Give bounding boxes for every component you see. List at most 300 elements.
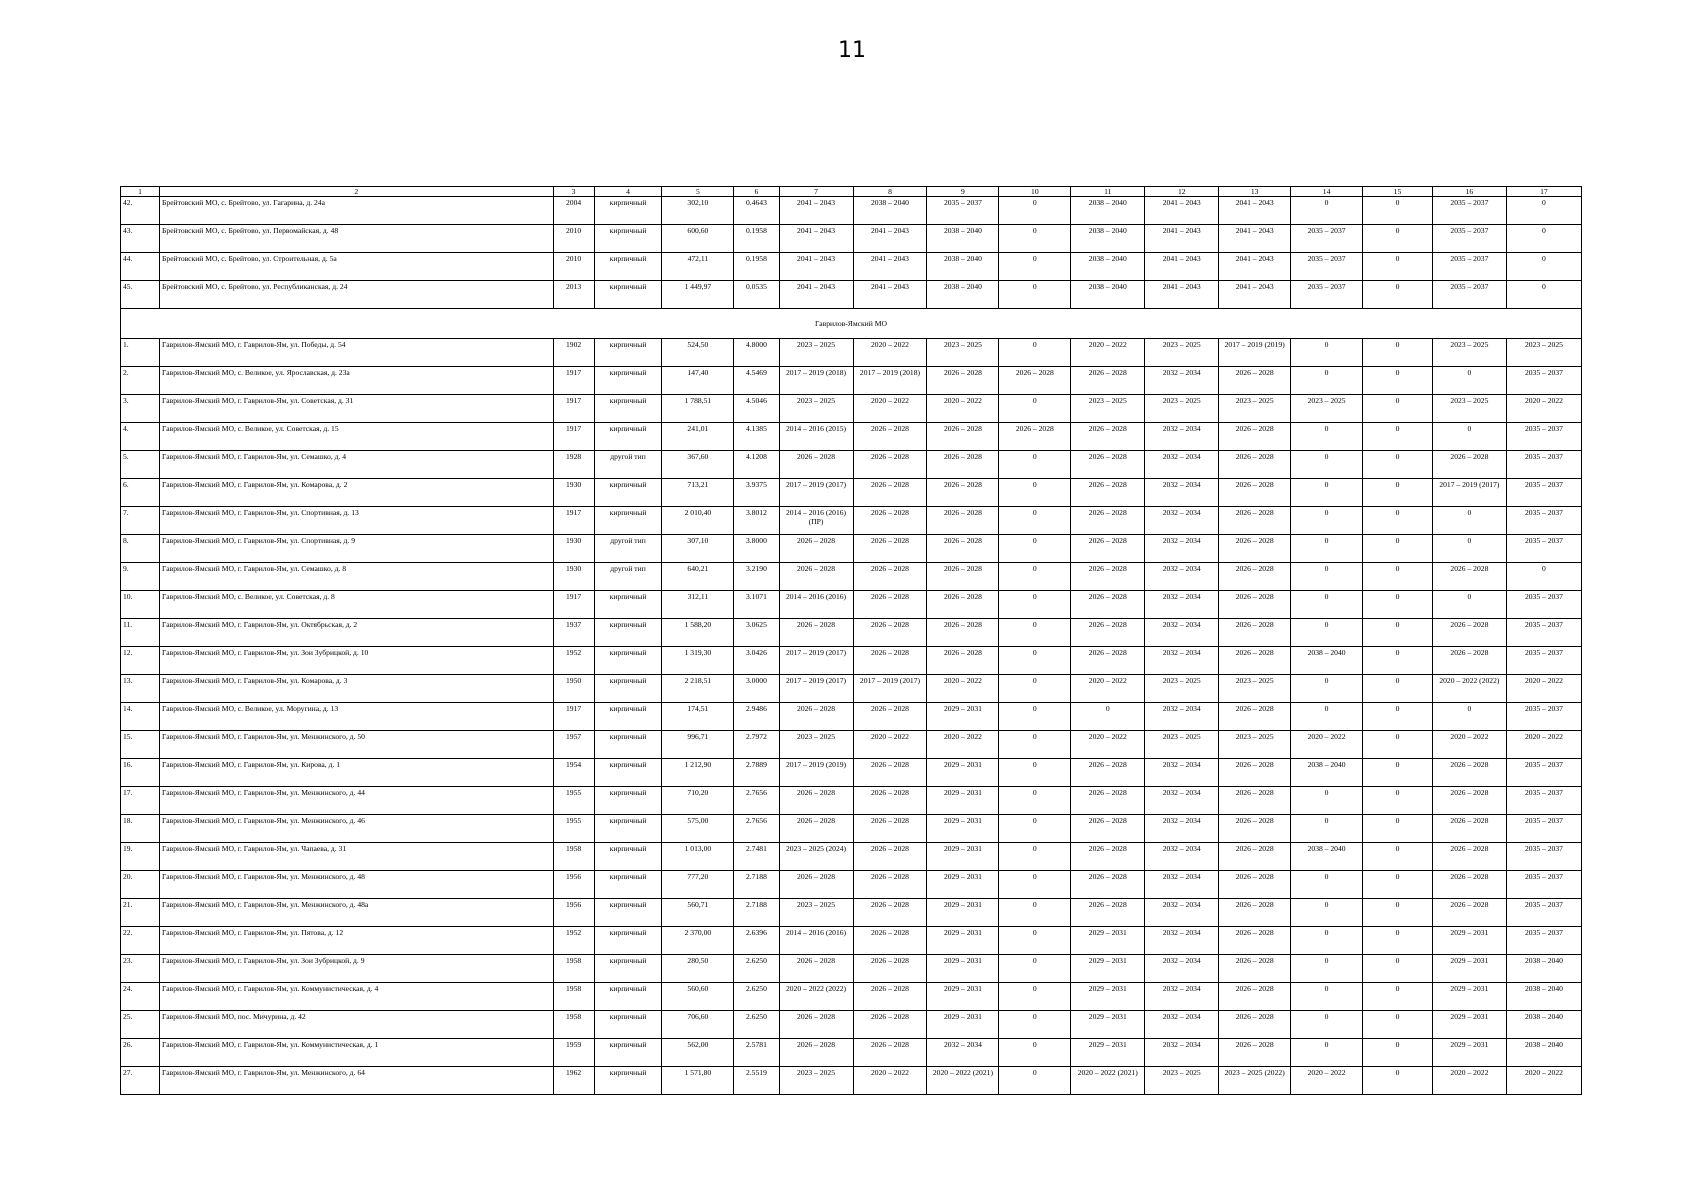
table-cell-col-4: кирпичный <box>594 899 662 927</box>
table-cell-col-7: 2026 – 2028 <box>779 787 853 815</box>
table-cell-col-2: Брейтовский МО, с. Брейтово, ул. Республиканская, д. 24 <box>160 281 554 309</box>
table-cell-col-15: 0 <box>1363 703 1433 731</box>
table-cell-col-13: 2026 – 2028 <box>1219 619 1291 647</box>
table-cell-col-10: 0 <box>999 871 1071 899</box>
table-cell-col-6: 6 <box>734 187 779 197</box>
table-cell-col-6: 0.1958 <box>734 253 779 281</box>
table-cell-col-10: 0 <box>999 955 1071 983</box>
table-cell-col-5: 174,51 <box>662 703 734 731</box>
table-cell-col-4: кирпичный <box>594 843 662 871</box>
table-cell-col-1: 1. <box>121 339 160 367</box>
table-cell-col-4: кирпичный <box>594 815 662 843</box>
table-cell-col-12: 2032 – 2034 <box>1145 703 1219 731</box>
table-cell-col-9: 2029 – 2031 <box>927 815 999 843</box>
table-cell-col-13: 2026 – 2028 <box>1219 423 1291 451</box>
table-cell-col-15: 0 <box>1363 225 1433 253</box>
table-cell-col-12: 2032 – 2034 <box>1145 619 1219 647</box>
table-cell-col-8: 8 <box>853 187 927 197</box>
table-row <box>121 871 1582 899</box>
table-cell-col-11: 2029 – 2031 <box>1071 927 1145 955</box>
table-cell-col-1: 20. <box>121 871 160 899</box>
table-cell-col-13: 2026 – 2028 <box>1219 703 1291 731</box>
table-cell-col-11: 2026 – 2028 <box>1071 591 1145 619</box>
table-cell-col-15: 0 <box>1363 563 1433 591</box>
table-cell-col-7: 2017 – 2019 (2019) <box>779 759 853 787</box>
table-cell-col-8: 2026 – 2028 <box>853 1039 927 1067</box>
table-cell-col-3: 1955 <box>553 815 594 843</box>
table-cell-col-9: 2023 – 2025 <box>927 339 999 367</box>
table-cell-col-11: 2029 – 2031 <box>1071 1039 1145 1067</box>
table-cell-col-6: 2.6250 <box>734 983 779 1011</box>
table-cell-col-4: кирпичный <box>594 619 662 647</box>
table-cell-col-5: 2 218,51 <box>662 675 734 703</box>
table-cell-col-7: 7 <box>779 187 853 197</box>
table-cell-col-17: 2035 – 2037 <box>1506 815 1581 843</box>
table-cell-col-8: 2026 – 2028 <box>853 507 927 535</box>
table-cell-col-15: 0 <box>1363 647 1433 675</box>
table-cell-col-5: 2 010,40 <box>662 507 734 535</box>
table-cell-col-1: 27. <box>121 1067 160 1095</box>
table-cell-col-10: 0 <box>999 899 1071 927</box>
table-cell-col-1: 17. <box>121 787 160 815</box>
table-cell-col-9: 2029 – 2031 <box>927 759 999 787</box>
table-cell-col-13: 2026 – 2028 <box>1219 899 1291 927</box>
table-cell-col-14: 2035 – 2037 <box>1291 281 1363 309</box>
table-cell-col-3: 1917 <box>553 507 594 535</box>
table-row <box>121 983 1582 1011</box>
page-number: 11 <box>838 38 866 63</box>
table-cell-col-13: 2026 – 2028 <box>1219 563 1291 591</box>
table-cell-col-16: 2026 – 2028 <box>1432 815 1506 843</box>
table-cell-col-11: 2026 – 2028 <box>1071 871 1145 899</box>
table-cell-col-13: 2026 – 2028 <box>1219 815 1291 843</box>
table-cell-col-16: 2026 – 2028 <box>1432 843 1506 871</box>
table-cell-col-10: 0 <box>999 253 1071 281</box>
table-cell-col-3: 2010 <box>553 225 594 253</box>
table-cell-col-2: Гаврилов-Ямский МО, г. Гаврилов-Ям, ул. Семашко, д. 4 <box>160 451 554 479</box>
table-cell-col-5: 302,10 <box>662 197 734 225</box>
table-cell-col-12: 2032 – 2034 <box>1145 563 1219 591</box>
table-cell-col-10: 0 <box>999 225 1071 253</box>
table-cell-col-4: кирпичный <box>594 1039 662 1067</box>
table-cell-col-9: 2038 – 2040 <box>927 253 999 281</box>
table-cell-col-13: 2026 – 2028 <box>1219 1039 1291 1067</box>
table-cell-col-6: 2.7188 <box>734 871 779 899</box>
table-cell-col-17: 2038 – 2040 <box>1506 1039 1581 1067</box>
table-cell-col-11: 2026 – 2028 <box>1071 619 1145 647</box>
table-cell-col-7: 2041 – 2043 <box>779 253 853 281</box>
table-cell-col-1: 8. <box>121 535 160 563</box>
table-cell-col-7: 2026 – 2028 <box>779 451 853 479</box>
table-cell-col-7: 2017 – 2019 (2017) <box>779 479 853 507</box>
table-cell-col-1: 19. <box>121 843 160 871</box>
table-cell-col-12: 2032 – 2034 <box>1145 451 1219 479</box>
table-cell-col-9: 2026 – 2028 <box>927 591 999 619</box>
table-cell-col-9: 2026 – 2028 <box>927 563 999 591</box>
table-cell-col-3: 1958 <box>553 983 594 1011</box>
table-cell-col-9: 2035 – 2037 <box>927 197 999 225</box>
table-cell-col-5: 1 013,00 <box>662 843 734 871</box>
table-cell-col-17: 0 <box>1506 253 1581 281</box>
table-row <box>121 535 1582 563</box>
table-cell-col-5: 640,21 <box>662 563 734 591</box>
table-cell-col-15: 0 <box>1363 955 1433 983</box>
table-cell-col-15: 0 <box>1363 367 1433 395</box>
table-cell-col-4: кирпичный <box>594 225 662 253</box>
table-cell-col-11: 2038 – 2040 <box>1071 281 1145 309</box>
table-cell-col-1: 12. <box>121 647 160 675</box>
table-cell-col-4: кирпичный <box>594 871 662 899</box>
table-cell-col-17: 2020 – 2022 <box>1506 731 1581 759</box>
table-cell-col-6: 0.4643 <box>734 197 779 225</box>
table-cell-col-1: 16. <box>121 759 160 787</box>
table-cell-col-10: 0 <box>999 927 1071 955</box>
table-cell-col-14: 0 <box>1291 787 1363 815</box>
table-cell-col-17: 0 <box>1506 563 1581 591</box>
table-cell-col-14: 14 <box>1291 187 1363 197</box>
table-cell-col-1: 14. <box>121 703 160 731</box>
table-cell-col-11: 2023 – 2025 <box>1071 395 1145 423</box>
table-cell-col-13: 2026 – 2028 <box>1219 479 1291 507</box>
table-cell-col-11: 2026 – 2028 <box>1071 899 1145 927</box>
table-cell-col-3: 1902 <box>553 339 594 367</box>
table-cell-col-17: 2035 – 2037 <box>1506 451 1581 479</box>
section-header-row <box>121 309 1582 339</box>
table-cell-col-13: 2026 – 2028 <box>1219 871 1291 899</box>
table-cell-col-12: 2032 – 2034 <box>1145 787 1219 815</box>
table-cell-col-6: 4.1208 <box>734 451 779 479</box>
table-cell-col-15: 0 <box>1363 899 1433 927</box>
table-cell-col-16: 0 <box>1432 367 1506 395</box>
table-cell-col-16: 0 <box>1432 591 1506 619</box>
table-row <box>121 339 1582 367</box>
table-cell-col-13: 2041 – 2043 <box>1219 253 1291 281</box>
table-cell-col-14: 0 <box>1291 423 1363 451</box>
table-cell-col-10: 0 <box>999 591 1071 619</box>
table-cell-col-1: 13. <box>121 675 160 703</box>
table-cell-col-12: 2023 – 2025 <box>1145 675 1219 703</box>
table-cell-col-14: 0 <box>1291 871 1363 899</box>
table-cell-col-14: 0 <box>1291 983 1363 1011</box>
table-cell-col-4: кирпичный <box>594 647 662 675</box>
table-row <box>121 899 1582 927</box>
table-cell-col-2: Гаврилов-Ямский МО, г. Гаврилов-Ям, ул. Спортивная, д. 13 <box>160 507 554 535</box>
table-cell-col-13: 2026 – 2028 <box>1219 647 1291 675</box>
table-cell-col-5: 706,60 <box>662 1011 734 1039</box>
table-cell-col-10: 0 <box>999 479 1071 507</box>
table-cell-col-17: 2038 – 2040 <box>1506 983 1581 1011</box>
table-row <box>121 253 1582 281</box>
table-cell-col-4: кирпичный <box>594 395 662 423</box>
table-cell-col-14: 0 <box>1291 563 1363 591</box>
table-cell-col-3: 1962 <box>553 1067 594 1095</box>
table-row <box>121 225 1582 253</box>
table-cell-col-14: 2020 – 2022 <box>1291 1067 1363 1095</box>
table-cell-col-1: 23. <box>121 955 160 983</box>
table-cell-col-2: Брейтовский МО, с. Брейтово, ул. Первомайская, д. 48 <box>160 225 554 253</box>
table-cell-col-5: 312,11 <box>662 591 734 619</box>
table-cell-col-6: 2.7656 <box>734 815 779 843</box>
table-cell-col-8: 2026 – 2028 <box>853 955 927 983</box>
table-row <box>121 591 1582 619</box>
table-cell-col-7: 2017 – 2019 (2017) <box>779 675 853 703</box>
table-cell-col-1: 26. <box>121 1039 160 1067</box>
table-cell-col-15: 0 <box>1363 1067 1433 1095</box>
table-cell-col-14: 0 <box>1291 899 1363 927</box>
section-title: Гаврилов-Ямский МО <box>121 309 1582 339</box>
table-cell-col-1: 21. <box>121 899 160 927</box>
table-row <box>121 647 1582 675</box>
table-cell-col-11: 2026 – 2028 <box>1071 535 1145 563</box>
table-cell-col-8: 2026 – 2028 <box>853 535 927 563</box>
table-cell-col-2: Гаврилов-Ямский МО, г. Гаврилов-Ям, ул. Спортивная, д. 9 <box>160 535 554 563</box>
table-cell-col-9: 2020 – 2022 <box>927 731 999 759</box>
table-cell-col-10: 0 <box>999 339 1071 367</box>
table-cell-col-10: 0 <box>999 619 1071 647</box>
table-cell-col-7: 2020 – 2022 (2022) <box>779 983 853 1011</box>
table-cell-col-12: 2023 – 2025 <box>1145 1067 1219 1095</box>
table-cell-col-10: 0 <box>999 451 1071 479</box>
table-cell-col-7: 2014 – 2016 (2016) (ПР) <box>779 507 853 535</box>
table-cell-col-6: 4.5046 <box>734 395 779 423</box>
table-cell-col-10: 0 <box>999 563 1071 591</box>
table-cell-col-6: 2.7889 <box>734 759 779 787</box>
table-cell-col-1: 24. <box>121 983 160 1011</box>
table-cell-col-10: 0 <box>999 731 1071 759</box>
table-cell-col-4: кирпичный <box>594 703 662 731</box>
table-cell-col-5: 367,60 <box>662 451 734 479</box>
table-cell-col-14: 0 <box>1291 507 1363 535</box>
table-row <box>121 843 1582 871</box>
table-row <box>121 1039 1582 1067</box>
table-cell-col-14: 0 <box>1291 619 1363 647</box>
table-cell-col-14: 0 <box>1291 815 1363 843</box>
table-cell-col-4: 4 <box>594 187 662 197</box>
table-cell-col-5: 5 <box>662 187 734 197</box>
table-cell-col-2: Гаврилов-Ямский МО, г. Гаврилов-Ям, ул. Коммунистическая, д. 1 <box>160 1039 554 1067</box>
table-cell-col-8: 2026 – 2028 <box>853 451 927 479</box>
table-cell-col-8: 2026 – 2028 <box>853 423 927 451</box>
table-cell-col-6: 2.7188 <box>734 899 779 927</box>
table-cell-col-9: 2032 – 2034 <box>927 1039 999 1067</box>
table-cell-col-15: 0 <box>1363 1011 1433 1039</box>
table-cell-col-11: 2020 – 2022 <box>1071 675 1145 703</box>
table-cell-col-3: 2004 <box>553 197 594 225</box>
table-cell-col-16: 2029 – 2031 <box>1432 927 1506 955</box>
table-cell-col-4: кирпичный <box>594 367 662 395</box>
table-cell-col-10: 0 <box>999 197 1071 225</box>
table-cell-col-1: 25. <box>121 1011 160 1039</box>
table-cell-col-2: Гаврилов-Ямский МО, г. Гаврилов-Ям, ул. Комарова, д. 3 <box>160 675 554 703</box>
table-cell-col-14: 2038 – 2040 <box>1291 759 1363 787</box>
table-cell-col-5: 575,00 <box>662 815 734 843</box>
table-cell-col-16: 2020 – 2022 <box>1432 731 1506 759</box>
table-cell-col-7: 2017 – 2019 (2017) <box>779 647 853 675</box>
table-cell-col-4: кирпичный <box>594 479 662 507</box>
table-cell-col-12: 2032 – 2034 <box>1145 899 1219 927</box>
table-cell-col-1: 44. <box>121 253 160 281</box>
table-cell-col-14: 0 <box>1291 703 1363 731</box>
table-cell-col-13: 2023 – 2025 <box>1219 675 1291 703</box>
table-cell-col-1: 10. <box>121 591 160 619</box>
table-row <box>121 1011 1582 1039</box>
table-row <box>121 1067 1582 1095</box>
table-cell-col-16: 2023 – 2025 <box>1432 395 1506 423</box>
table-cell-col-13: 2041 – 2043 <box>1219 281 1291 309</box>
table-cell-col-2: Брейтовский МО, с. Брейтово, ул. Гагарина, д. 24а <box>160 197 554 225</box>
table-cell-col-8: 2026 – 2028 <box>853 1011 927 1039</box>
table-row <box>121 451 1582 479</box>
table-cell-col-4: кирпичный <box>594 253 662 281</box>
table-cell-col-1: 2. <box>121 367 160 395</box>
table-cell-col-4: кирпичный <box>594 197 662 225</box>
table-cell-col-1: 7. <box>121 507 160 535</box>
table-cell-col-17: 2035 – 2037 <box>1506 927 1581 955</box>
table-cell-col-12: 12 <box>1145 187 1219 197</box>
table-cell-col-2: Гаврилов-Ямский МО, г. Гаврилов-Ям, ул. Кирова, д. 1 <box>160 759 554 787</box>
table-cell-col-12: 2023 – 2025 <box>1145 731 1219 759</box>
table-cell-col-7: 2041 – 2043 <box>779 281 853 309</box>
table-cell-col-15: 0 <box>1363 619 1433 647</box>
table-cell-col-8: 2026 – 2028 <box>853 703 927 731</box>
table-cell-col-2: Гаврилов-Ямский МО, г. Гаврилов-Ям, ул. Зои Зубрицкой, д. 9 <box>160 955 554 983</box>
table-cell-col-17: 2023 – 2025 <box>1506 339 1581 367</box>
table-cell-col-6: 4.5469 <box>734 367 779 395</box>
table-cell-col-15: 0 <box>1363 1039 1433 1067</box>
table-cell-col-11: 0 <box>1071 703 1145 731</box>
table-cell-col-4: кирпичный <box>594 675 662 703</box>
table-cell-col-11: 2029 – 2031 <box>1071 983 1145 1011</box>
table-cell-col-9: 2038 – 2040 <box>927 281 999 309</box>
table-cell-col-13: 2026 – 2028 <box>1219 535 1291 563</box>
table-cell-col-12: 2032 – 2034 <box>1145 423 1219 451</box>
table-cell-col-9: 2029 – 2031 <box>927 955 999 983</box>
table-cell-col-1: 3. <box>121 395 160 423</box>
table-cell-col-5: 777,20 <box>662 871 734 899</box>
table-cell-col-2: Гаврилов-Ямский МО, г. Гаврилов-Ям, ул. Семашко, д. 8 <box>160 563 554 591</box>
table-cell-col-9: 2029 – 2031 <box>927 787 999 815</box>
table-cell-col-7: 2014 – 2016 (2016) <box>779 927 853 955</box>
table-cell-col-17: 2035 – 2037 <box>1506 479 1581 507</box>
table-cell-col-6: 3.0625 <box>734 619 779 647</box>
table-cell-col-2: Гаврилов-Ямский МО, г. Гаврилов-Ям, ул. Менжинского, д. 48 <box>160 871 554 899</box>
table-cell-col-6: 3.9375 <box>734 479 779 507</box>
table-cell-col-1: 45. <box>121 281 160 309</box>
table-cell-col-9: 2029 – 2031 <box>927 871 999 899</box>
table-cell-col-4: кирпичный <box>594 927 662 955</box>
table-cell-col-7: 2026 – 2028 <box>779 703 853 731</box>
table-cell-col-1: 42. <box>121 197 160 225</box>
table-cell-col-3: 1930 <box>553 563 594 591</box>
table-cell-col-12: 2032 – 2034 <box>1145 983 1219 1011</box>
table-cell-col-6: 3.0426 <box>734 647 779 675</box>
table-cell-col-14: 0 <box>1291 367 1363 395</box>
table-cell-col-8: 2026 – 2028 <box>853 759 927 787</box>
table-cell-col-15: 0 <box>1363 535 1433 563</box>
table-cell-col-13: 2023 – 2025 <box>1219 731 1291 759</box>
table-cell-col-13: 2023 – 2025 (2022) <box>1219 1067 1291 1095</box>
table-cell-col-9: 2020 – 2022 <box>927 675 999 703</box>
table-cell-col-5: 1 588,20 <box>662 619 734 647</box>
table-cell-col-17: 0 <box>1506 281 1581 309</box>
table-cell-col-8: 2026 – 2028 <box>853 843 927 871</box>
table-cell-col-13: 2026 – 2028 <box>1219 591 1291 619</box>
table-row <box>121 955 1582 983</box>
table-cell-col-12: 2032 – 2034 <box>1145 367 1219 395</box>
table-cell-col-17: 2020 – 2022 <box>1506 675 1581 703</box>
table-cell-col-6: 2.5519 <box>734 1067 779 1095</box>
table-cell-col-11: 11 <box>1071 187 1145 197</box>
table-cell-col-11: 2029 – 2031 <box>1071 1011 1145 1039</box>
table-cell-col-9: 2026 – 2028 <box>927 423 999 451</box>
table-cell-col-3: 1917 <box>553 591 594 619</box>
table-cell-col-14: 2020 – 2022 <box>1291 731 1363 759</box>
table-cell-col-9: 2029 – 2031 <box>927 843 999 871</box>
table-cell-col-10: 0 <box>999 1011 1071 1039</box>
table-cell-col-16: 0 <box>1432 703 1506 731</box>
table-row <box>121 563 1582 591</box>
table-cell-col-10: 0 <box>999 1067 1071 1095</box>
table-cell-col-17: 2038 – 2040 <box>1506 1011 1581 1039</box>
table-cell-col-16: 2026 – 2028 <box>1432 759 1506 787</box>
table-cell-col-5: 241,01 <box>662 423 734 451</box>
table-cell-col-16: 2020 – 2022 (2022) <box>1432 675 1506 703</box>
table-cell-col-14: 2035 – 2037 <box>1291 253 1363 281</box>
table-cell-col-3: 1928 <box>553 451 594 479</box>
table-cell-col-2: Гаврилов-Ямский МО, с. Великое, ул. Моругина, д. 13 <box>160 703 554 731</box>
table-cell-col-17: 2035 – 2037 <box>1506 647 1581 675</box>
table-row <box>121 731 1582 759</box>
table-cell-col-13: 2026 – 2028 <box>1219 983 1291 1011</box>
table-cell-col-3: 1950 <box>553 675 594 703</box>
table-cell-col-4: кирпичный <box>594 1011 662 1039</box>
table-cell-col-6: 2.6250 <box>734 955 779 983</box>
table-cell-col-5: 600,60 <box>662 225 734 253</box>
table-row <box>121 507 1582 535</box>
table-cell-col-6: 3.2190 <box>734 563 779 591</box>
table-row <box>121 787 1582 815</box>
table-cell-col-9: 2029 – 2031 <box>927 899 999 927</box>
table-cell-col-2: Гаврилов-Ямский МО, г. Гаврилов-Ям, ул. Победы, д. 54 <box>160 339 554 367</box>
table-cell-col-2: Гаврилов-Ямский МО, г. Гаврилов-Ям, ул. Коммунистическая, д. 4 <box>160 983 554 1011</box>
table-cell-col-1: 6. <box>121 479 160 507</box>
table-cell-col-13: 2026 – 2028 <box>1219 843 1291 871</box>
table-cell-col-15: 0 <box>1363 815 1433 843</box>
table-cell-col-2: Гаврилов-Ямский МО, с. Великое, ул. Советская, д. 15 <box>160 423 554 451</box>
table-cell-col-5: 1 788,51 <box>662 395 734 423</box>
table-cell-col-12: 2032 – 2034 <box>1145 955 1219 983</box>
table-cell-col-14: 0 <box>1291 591 1363 619</box>
table-cell-col-15: 0 <box>1363 927 1433 955</box>
table-cell-col-15: 0 <box>1363 759 1433 787</box>
table-cell-col-15: 0 <box>1363 871 1433 899</box>
table-cell-col-2: Гаврилов-Ямский МО, г. Гаврилов-Ям, ул. Октябрьская, д. 2 <box>160 619 554 647</box>
table-cell-col-17: 2020 – 2022 <box>1506 1067 1581 1095</box>
table-cell-col-8: 2026 – 2028 <box>853 619 927 647</box>
table-cell-col-4: кирпичный <box>594 759 662 787</box>
table-cell-col-16: 2026 – 2028 <box>1432 451 1506 479</box>
table-cell-col-14: 2035 – 2037 <box>1291 225 1363 253</box>
table-cell-col-3: 1958 <box>553 843 594 871</box>
table-cell-col-13: 13 <box>1219 187 1291 197</box>
table-cell-col-2: Гаврилов-Ямский МО, г. Гаврилов-Ям, ул. Менжинского, д. 64 <box>160 1067 554 1095</box>
table-cell-col-3: 1917 <box>553 367 594 395</box>
table-cell-col-6: 2.7481 <box>734 843 779 871</box>
table-cell-col-11: 2026 – 2028 <box>1071 563 1145 591</box>
table-cell-col-3: 3 <box>553 187 594 197</box>
table-cell-col-9: 2029 – 2031 <box>927 703 999 731</box>
table-cell-col-5: 562,00 <box>662 1039 734 1067</box>
